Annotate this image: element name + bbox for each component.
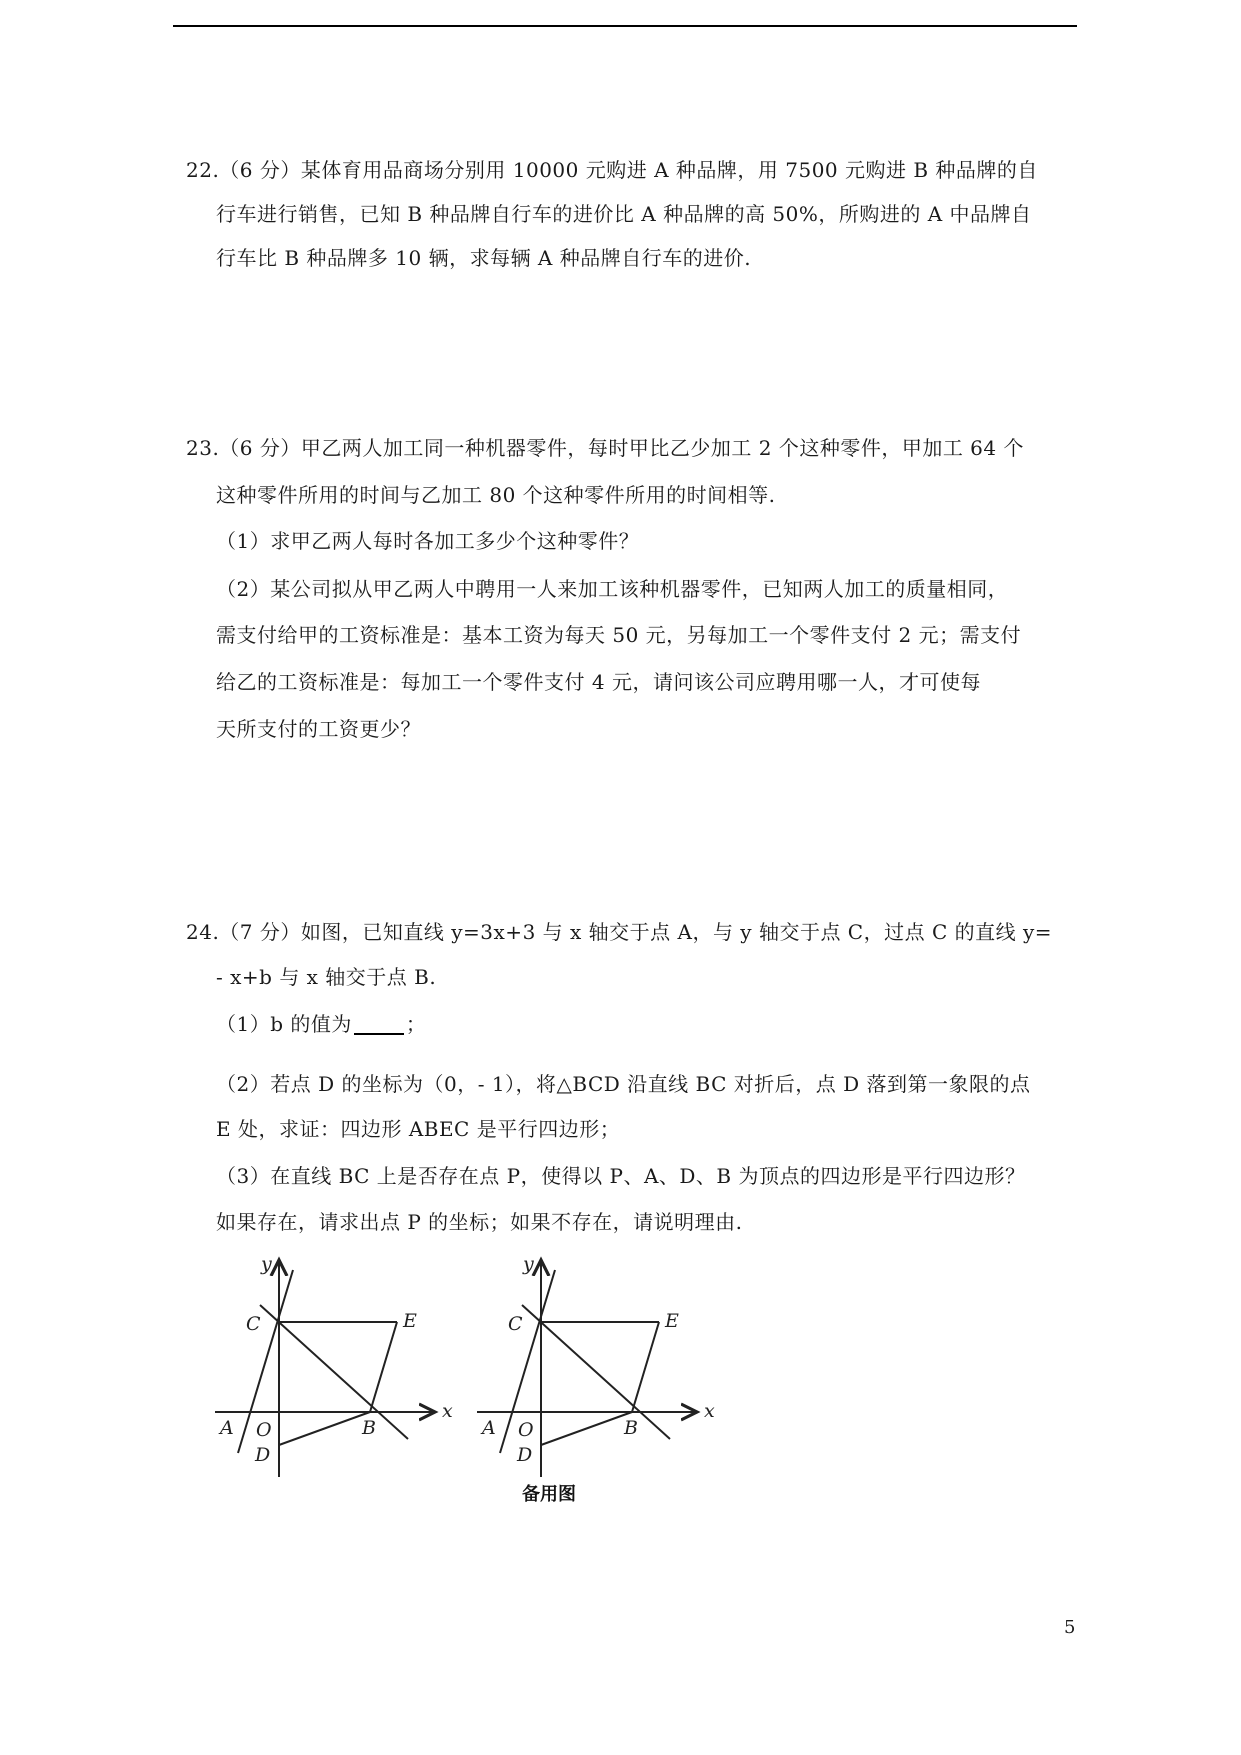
label-a: A <box>220 1417 234 1439</box>
label-c: C <box>246 1313 261 1335</box>
q22-line-1: 22.（6 分）某体育用品商场分别用 10000 元购进 A 种品牌，用 7500 元购进 B 种品牌的自 <box>186 158 1038 182</box>
q23-part-2-line-4: 天所支付的工资更少？ <box>216 717 421 741</box>
label-b: B <box>362 1417 376 1439</box>
figure-backup <box>472 1255 722 1520</box>
q23-line-2: 这种零件所用的时间与乙加工 80 个这种零件所用的时间相等. <box>216 483 776 507</box>
q23-part-2-line-2: 需支付给甲的工资标准是：基本工资为每天 50 元，另每加工一个零件支付 2 元；需支付 <box>216 623 1022 647</box>
line-cb <box>522 1305 670 1439</box>
q24-part-1-end: ； <box>405 1012 427 1036</box>
label-x: x <box>704 1400 715 1422</box>
q22-line-3: 行车比 B 种品牌多 10 辆，求每辆 A 种品牌自行车的进价. <box>216 246 752 270</box>
q22-line-2: 行车进行销售，已知 B 种品牌自行车的进价比 A 种品牌的高 50%，所购进的 A 中品牌自 <box>216 202 1032 226</box>
header-rule <box>173 25 1077 27</box>
backup-figure-caption: 备用图 <box>522 1484 576 1505</box>
label-x: x <box>442 1400 453 1422</box>
q24-line-2: - x+b 与 x 轴交于点 B. <box>216 965 437 989</box>
segment-eb <box>370 1322 397 1412</box>
q23-line-1: 23.（6 分）甲乙两人加工同一种机器零件，每时甲比乙少加工 2 个这种零件，甲加工 64 个 <box>186 436 1024 460</box>
q24-part-1 <box>216 1010 426 1038</box>
label-o: O <box>256 1419 272 1441</box>
segment-db <box>541 1412 632 1445</box>
label-e: E <box>665 1310 679 1332</box>
q24-part-2-line-2: E 处，求证：四边形 ABEC 是平行四边形； <box>216 1117 621 1141</box>
page-number: 5 <box>1064 1617 1076 1638</box>
segment-db <box>279 1412 370 1445</box>
label-b: B <box>624 1417 638 1439</box>
q23-part-2-line-3: 给乙的工资标准是：每加工一个零件支付 4 元，请问该公司应聘用哪一人，才可使每 <box>216 670 981 694</box>
answer-blank <box>354 1013 404 1035</box>
line-cb <box>260 1305 408 1439</box>
label-y: y <box>261 1255 272 1275</box>
q24-line-1: 24.（7 分）如图，已知直线 y=3x+3 与 x 轴交于点 A，与 y 轴交于点 C，过点 C 的直线 y= <box>186 920 1053 944</box>
q23-part-2-line-1: （2）某公司拟从甲乙两人中聘用一人来加工该种机器零件，已知两人加工的质量相同， <box>216 577 1009 601</box>
q24-part-3-line-1: （3）在直线 BC 上是否存在点 P，使得以 P、A、D、B 为顶点的四边形是平行四边形？ <box>216 1164 1026 1188</box>
q24-part-3-line-2: 如果存在，请求出点 P 的坐标；如果不存在，请说明理由. <box>216 1210 743 1234</box>
q24-part-2-line-1: （2）若点 D 的坐标为（0，- 1），将△BCD 沿直线 BC 对折后，点 D 落到第一象限的点 <box>216 1072 1031 1096</box>
label-d: D <box>255 1444 271 1466</box>
figure-main <box>210 1255 460 1485</box>
q23-part-1: （1）求甲乙两人每时各加工多少个这种零件？ <box>216 529 640 553</box>
segment-eb <box>632 1322 659 1412</box>
label-a: A <box>482 1417 496 1439</box>
label-e: E <box>403 1310 417 1332</box>
label-y: y <box>523 1255 534 1275</box>
label-d: D <box>517 1444 533 1466</box>
q24-part-1-text: （1）b 的值为 <box>216 1012 352 1036</box>
label-o: O <box>518 1419 534 1441</box>
label-c: C <box>508 1313 523 1335</box>
